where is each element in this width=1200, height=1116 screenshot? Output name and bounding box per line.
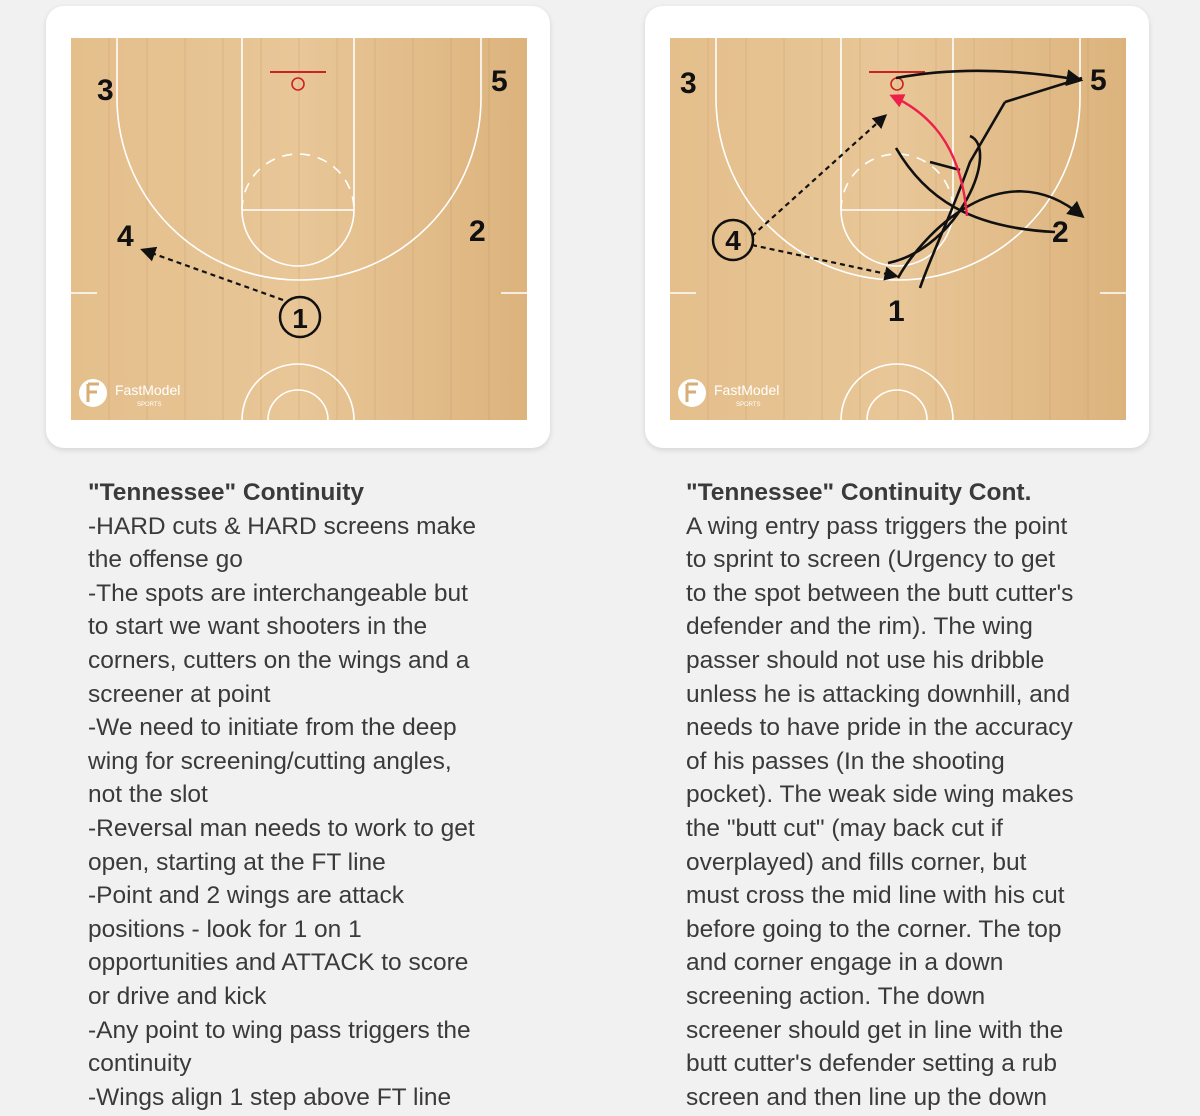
player-5-label: 5 bbox=[1090, 64, 1107, 97]
description-line: screen and then line up the down bbox=[686, 1083, 1047, 1111]
court-svg-right bbox=[670, 38, 1126, 420]
description-line: defender and the rim). The wing bbox=[686, 613, 1033, 641]
description-line: positions - look for 1 on 1 bbox=[88, 915, 362, 943]
description-line: must cross the mid line with his cut bbox=[686, 882, 1065, 910]
description-lines-right bbox=[686, 510, 1126, 1115]
description-line: opportunities and ATTACK to score bbox=[88, 949, 469, 977]
player-4-label: 4 bbox=[117, 220, 134, 253]
description-line: to start we want shooters in the bbox=[88, 613, 428, 641]
description-right bbox=[686, 476, 1126, 1114]
fastmodel-logo-sub: SPORTS bbox=[736, 402, 761, 408]
description-line: corners, cutters on the wings and a bbox=[88, 646, 470, 674]
description-line: the "butt cut" (may back cut if bbox=[686, 814, 1003, 842]
description-line: -HARD cuts & HARD screens make bbox=[88, 512, 477, 540]
description-line: the offense go bbox=[88, 546, 243, 574]
court-diagram-left bbox=[71, 38, 527, 420]
description-line: continuity bbox=[88, 1050, 192, 1078]
diagram-card-left bbox=[46, 6, 550, 448]
description-line: -The spots are interchangeable but bbox=[88, 579, 468, 607]
player-3-label: 3 bbox=[97, 74, 114, 107]
description-line: open, starting at the FT line bbox=[88, 848, 386, 876]
description-line: screening action. The down bbox=[686, 982, 986, 1010]
player-2-label: 2 bbox=[1052, 216, 1069, 249]
description-title-left: "Tennessee" Continuity bbox=[88, 479, 364, 506]
description-line: screener should get in line with the bbox=[686, 1016, 1064, 1044]
court-diagram-right bbox=[670, 38, 1126, 420]
description-line: screener at point bbox=[88, 680, 271, 708]
diagram-card-right bbox=[645, 6, 1149, 448]
description-line: and corner engage in a down bbox=[686, 949, 1004, 977]
player-5-label: 5 bbox=[491, 65, 508, 98]
fastmodel-logo-name: FastModel bbox=[115, 382, 181, 398]
description-line: butt cutter's defender setting a rub bbox=[686, 1050, 1058, 1078]
description-line: not the slot bbox=[88, 781, 208, 809]
description-line: before going to the corner. The top bbox=[686, 915, 1062, 943]
player-3-label: 3 bbox=[680, 67, 697, 100]
description-lines-left bbox=[88, 510, 528, 1115]
description-line: -Reversal man needs to work to get bbox=[88, 814, 475, 842]
player-1-label: 1 bbox=[888, 295, 905, 328]
description-line: -Point and 2 wings are attack bbox=[88, 882, 404, 910]
court-svg-left bbox=[71, 38, 527, 420]
description-line: wing for screening/cutting angles, bbox=[88, 747, 452, 775]
description-line: overplayed) and fills corner, but bbox=[686, 848, 1027, 876]
description-line: passer should not use his dribble bbox=[686, 646, 1045, 674]
description-line: or drive and kick bbox=[88, 982, 267, 1010]
description-line: pocket). The weak side wing makes bbox=[686, 781, 1074, 809]
fastmodel-logo-sub: SPORTS bbox=[137, 402, 162, 408]
description-line: -Any point to wing pass triggers the bbox=[88, 1016, 471, 1044]
fastmodel-logo-name: FastModel bbox=[714, 382, 780, 398]
player-2-label: 2 bbox=[469, 215, 486, 248]
description-line: of his passes (In the shooting bbox=[686, 747, 1005, 775]
description-line: needs to have pride in the accuracy bbox=[686, 714, 1073, 742]
description-line: to sprint to screen (Urgency to get bbox=[686, 546, 1056, 574]
description-line: -We need to initiate from the deep bbox=[88, 714, 457, 742]
description-line: -Wings align 1 step above FT line bbox=[88, 1083, 452, 1111]
description-line: A wing entry pass triggers the point bbox=[686, 512, 1068, 540]
description-left bbox=[88, 476, 528, 1114]
player-4-label: 4 bbox=[725, 225, 741, 256]
description-line: unless he is attacking downhill, and bbox=[686, 680, 1071, 708]
player-1-label: 1 bbox=[292, 303, 308, 334]
description-title-right: "Tennessee" Continuity Cont. bbox=[686, 479, 1032, 506]
description-line: to the spot between the butt cutter's bbox=[686, 579, 1074, 607]
